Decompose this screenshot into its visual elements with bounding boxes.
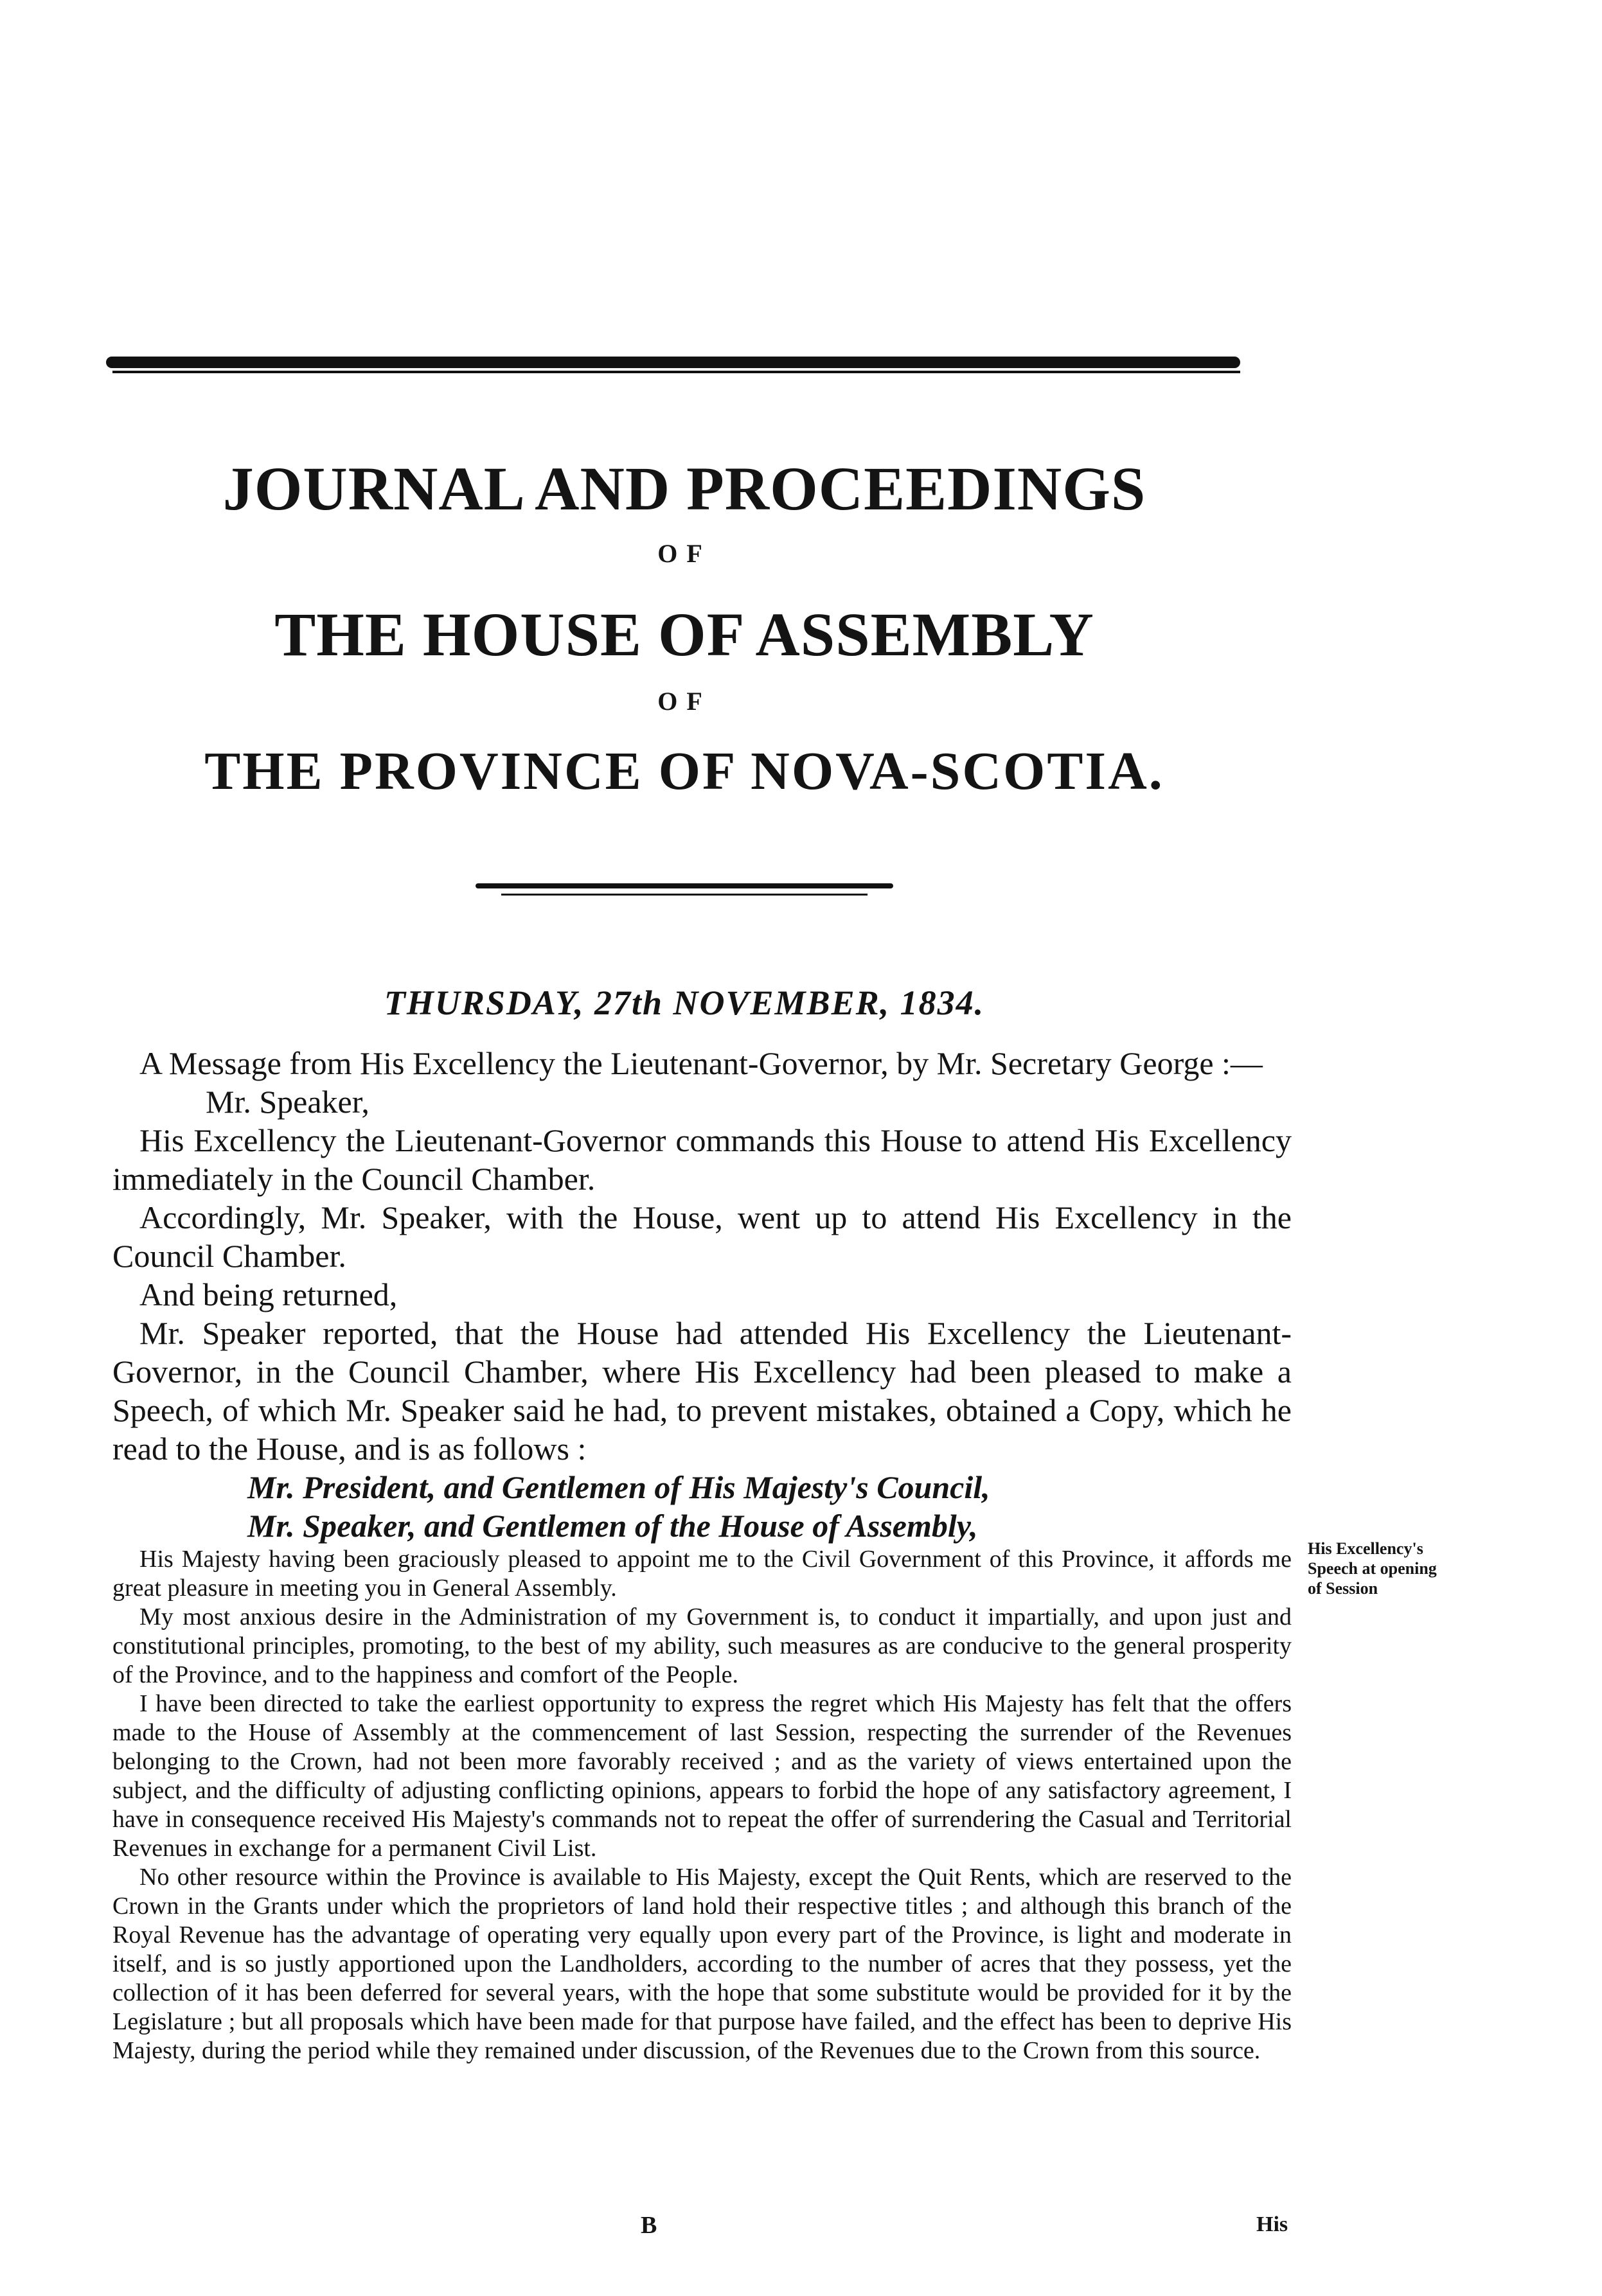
paragraph-message: A Message from His Excellency the Lieutenant-Governor, by Mr. Secretary George :— <box>139 1045 1263 1081</box>
title-journal-and-proceedings: JOURNAL AND PROCEEDINGS <box>222 454 1146 523</box>
margin-note: His Excellency's Speech at opening of Session <box>1308 1539 1437 1598</box>
paragraph-accordingly: Accordingly, Mr. Speaker, with the House, went up to attend His Excellency in the Council Chamber. <box>112 1199 1292 1274</box>
catchword: His <box>1256 2212 1288 2236</box>
speech-paragraph-3: I have been directed to take the earliest opportunity to express the regret which His Majesty has felt that the offers made to the House of Assembly at the commencement of last Session, respecting the surrender of the Revenues belonging to the Crown, had not been more favorably received ; and as the variety of views entertained upon the subject, and the difficulty of adjusting conflicting opinions, appears to forbid the hope of any satisfactory agreement, I have in consequence received His Majesty's commands not to repeat the offer of surrendering the Casual and Territorial Revenues in exchange for a permanent Civil List. <box>112 1690 1292 1862</box>
title-province: THE PROVINCE OF NOVA-SCOTIA. <box>204 741 1164 801</box>
paragraph-command: His Excellency the Lieutenant-Governor commands this House to attend His Excellency immediately in the Council Chamber. <box>112 1122 1292 1197</box>
title-of-1: OF <box>657 539 711 568</box>
speech-paragraph-4: No other resource within the Province is available to His Majesty, except the Quit Rents, which are reserved to the Crown in the Grants under which the proprietors of land hold their respective titles ; and although this branch of the Royal Revenue has the advantage of operating very equally upon every part of the Province, is light and moderate in itself, and is so justly apportioned upon the Landholders, according to the number of acres that they possess, yet the collection of it has been deferred for several years, with the hope that some substitute would be provided for it by the Legislature ; but all proposals which have been made for that purpose have failed, and the effect has been to deprive His Majesty, during the period while they remained under discussion, of the Revenues due to the Crown from this source. <box>112 1864 1292 2064</box>
speech-paragraph-2: My most anxious desire in the Administration of my Government is, to conduct it impartially, and upon just and constitutional principles, promoting, to the best of my ability, such measures as are conducive to the general prosperity of the Province, and to the happiness and comfort of the People. <box>112 1603 1292 1688</box>
address-assembly: Mr. Speaker, and Gentlemen of the House of Assembly, <box>247 1508 978 1544</box>
speech-paragraph-1: His Majesty having been graciously pleased to appoint me to the Civil Government of this Province, it affords me great pleasure in meeting you in General Assembly. <box>112 1546 1292 1602</box>
top-rule-thin <box>112 371 1240 373</box>
paragraph-mr-speaker: Mr. Speaker, <box>206 1084 369 1120</box>
address-council: Mr. President, and Gentlemen of His Majesty's Council, <box>247 1469 990 1505</box>
middle-rule <box>476 883 893 888</box>
paragraph-report: Mr. Speaker reported, that the House had attended His Excellency the Lieutenant-Governor, in the Council Chamber, where His Excellency had been pleased to make a Speech, of which Mr. Speaker said he had, to prevent mistakes, obtained a Copy, which he read to the House, and is as follows : <box>112 1315 1292 1467</box>
title-of-2: OF <box>657 687 711 716</box>
top-rule <box>106 357 1240 368</box>
body-text <box>112 1044 1292 2065</box>
paragraph-returned: And being returned, <box>139 1276 398 1312</box>
title-house-of-assembly: THE HOUSE OF ASSEMBLY <box>274 600 1094 669</box>
signature-mark: B <box>641 2212 657 2239</box>
dateline: THURSDAY, 27th NOVEMBER, 1834. <box>384 984 985 1022</box>
middle-rule-thin <box>501 894 868 896</box>
